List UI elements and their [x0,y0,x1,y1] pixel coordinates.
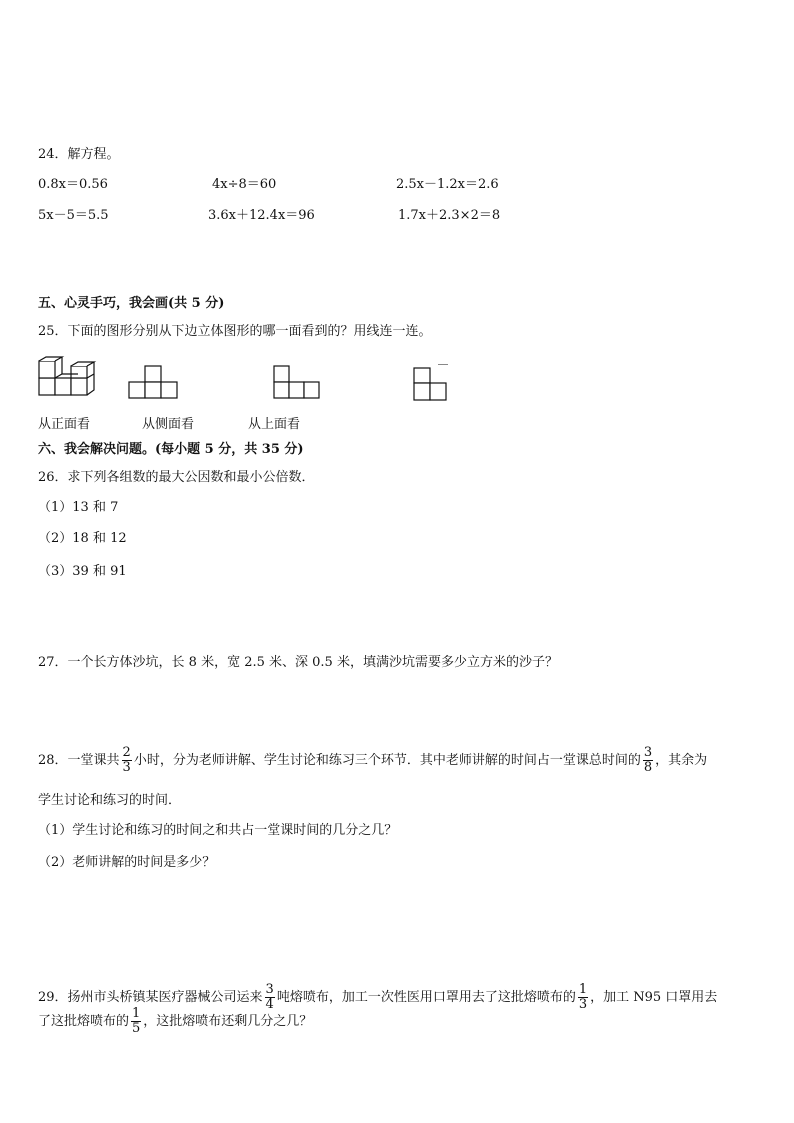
label-front-view: 从正面看 [38,417,91,432]
label-side-view: 从侧面看 [142,417,195,432]
q28-sub-1: （1）学生讨论和练习的时间之和共占一堂课时间的几分之几？ [38,823,398,838]
q28-part-a: 28．一堂课共 [38,753,120,768]
view-figure-1 [128,364,180,400]
q26-item-1: （1）13 和 7 [38,500,119,515]
q26-text: 26．求下列各组数的最大公因数和最小公倍数． [38,470,315,485]
q28-part-c: ，其余为 [655,753,708,768]
fraction-one-third: $\frac{1}{3}$ [578,982,588,1012]
fraction-one-fifth: $\frac{1}{5}$ [132,1006,141,1036]
equation-1: 0.8x＝0.56 [38,177,108,192]
equation-3: 2.5x－1.2x＝2.6 [396,177,499,192]
equation-2: 4x÷8＝60 [212,177,277,192]
solid-figure [36,356,102,400]
q25-text: 25．下面的图形分别从下边立体图形的哪一面看到的？用线连一连。 [38,324,432,339]
q29-line-2 [38,1005,312,1039]
q28-line-1 [38,744,707,778]
view-figure-2 [272,364,322,400]
section-6-heading: 六、我会解决问题。(每小题 5 分，共 35 分) [38,442,304,457]
equation-6: 1.7x＋2.3×2＝8 [398,208,501,223]
q26-item-3: （3）39 和 91 [38,564,127,579]
q28-sub-2: （2）老师讲解的时间是多少？ [38,855,216,870]
equation-4: 5x－5＝5.5 [38,208,109,223]
label-top-view: 从上面看 [248,417,301,432]
q28-part-b: 小时，分为老师讲解、学生讨论和练习三个环节．其中老师讲解的时间占一堂课总时间的 [133,753,641,768]
q29-part-b: 吨熔喷布，加工一次性医用口罩用去了这批熔喷布的 [276,990,576,1005]
q29-part-c: ，加工 N95 口罩用去 [590,990,718,1005]
section-5-heading: 五、心灵手巧，我会画(共 5 分) [38,296,225,311]
q24-title: 24．解方程。 [38,147,120,162]
equation-5: 3.6x＋12.4x＝96 [208,208,315,223]
q28-line-2: 学生讨论和练习的时间． [38,793,182,808]
q29-part-d: 了这批熔喷布的 [38,1014,130,1029]
fraction-three-quarters: $\frac{3}{4}$ [265,982,274,1012]
q29-part-e: ，这批熔喷布还剩几分之几？ [143,1014,313,1029]
q26-item-2: （2）18 和 12 [38,531,127,546]
view-figure-3 [412,364,452,404]
fraction-two-thirds: $\frac{2}{3}$ [122,745,131,775]
q29-part-a: 29．扬州市头桥镇某医疗器械公司运来 [38,990,263,1005]
fraction-three-eighths: $\frac{3}{8}$ [643,745,653,775]
q27-text: 27．一个长方体沙坑，长 8 米，宽 2.5 米、深 0.5 米，填满沙坑需要多少立方米的沙子？ [38,655,558,670]
